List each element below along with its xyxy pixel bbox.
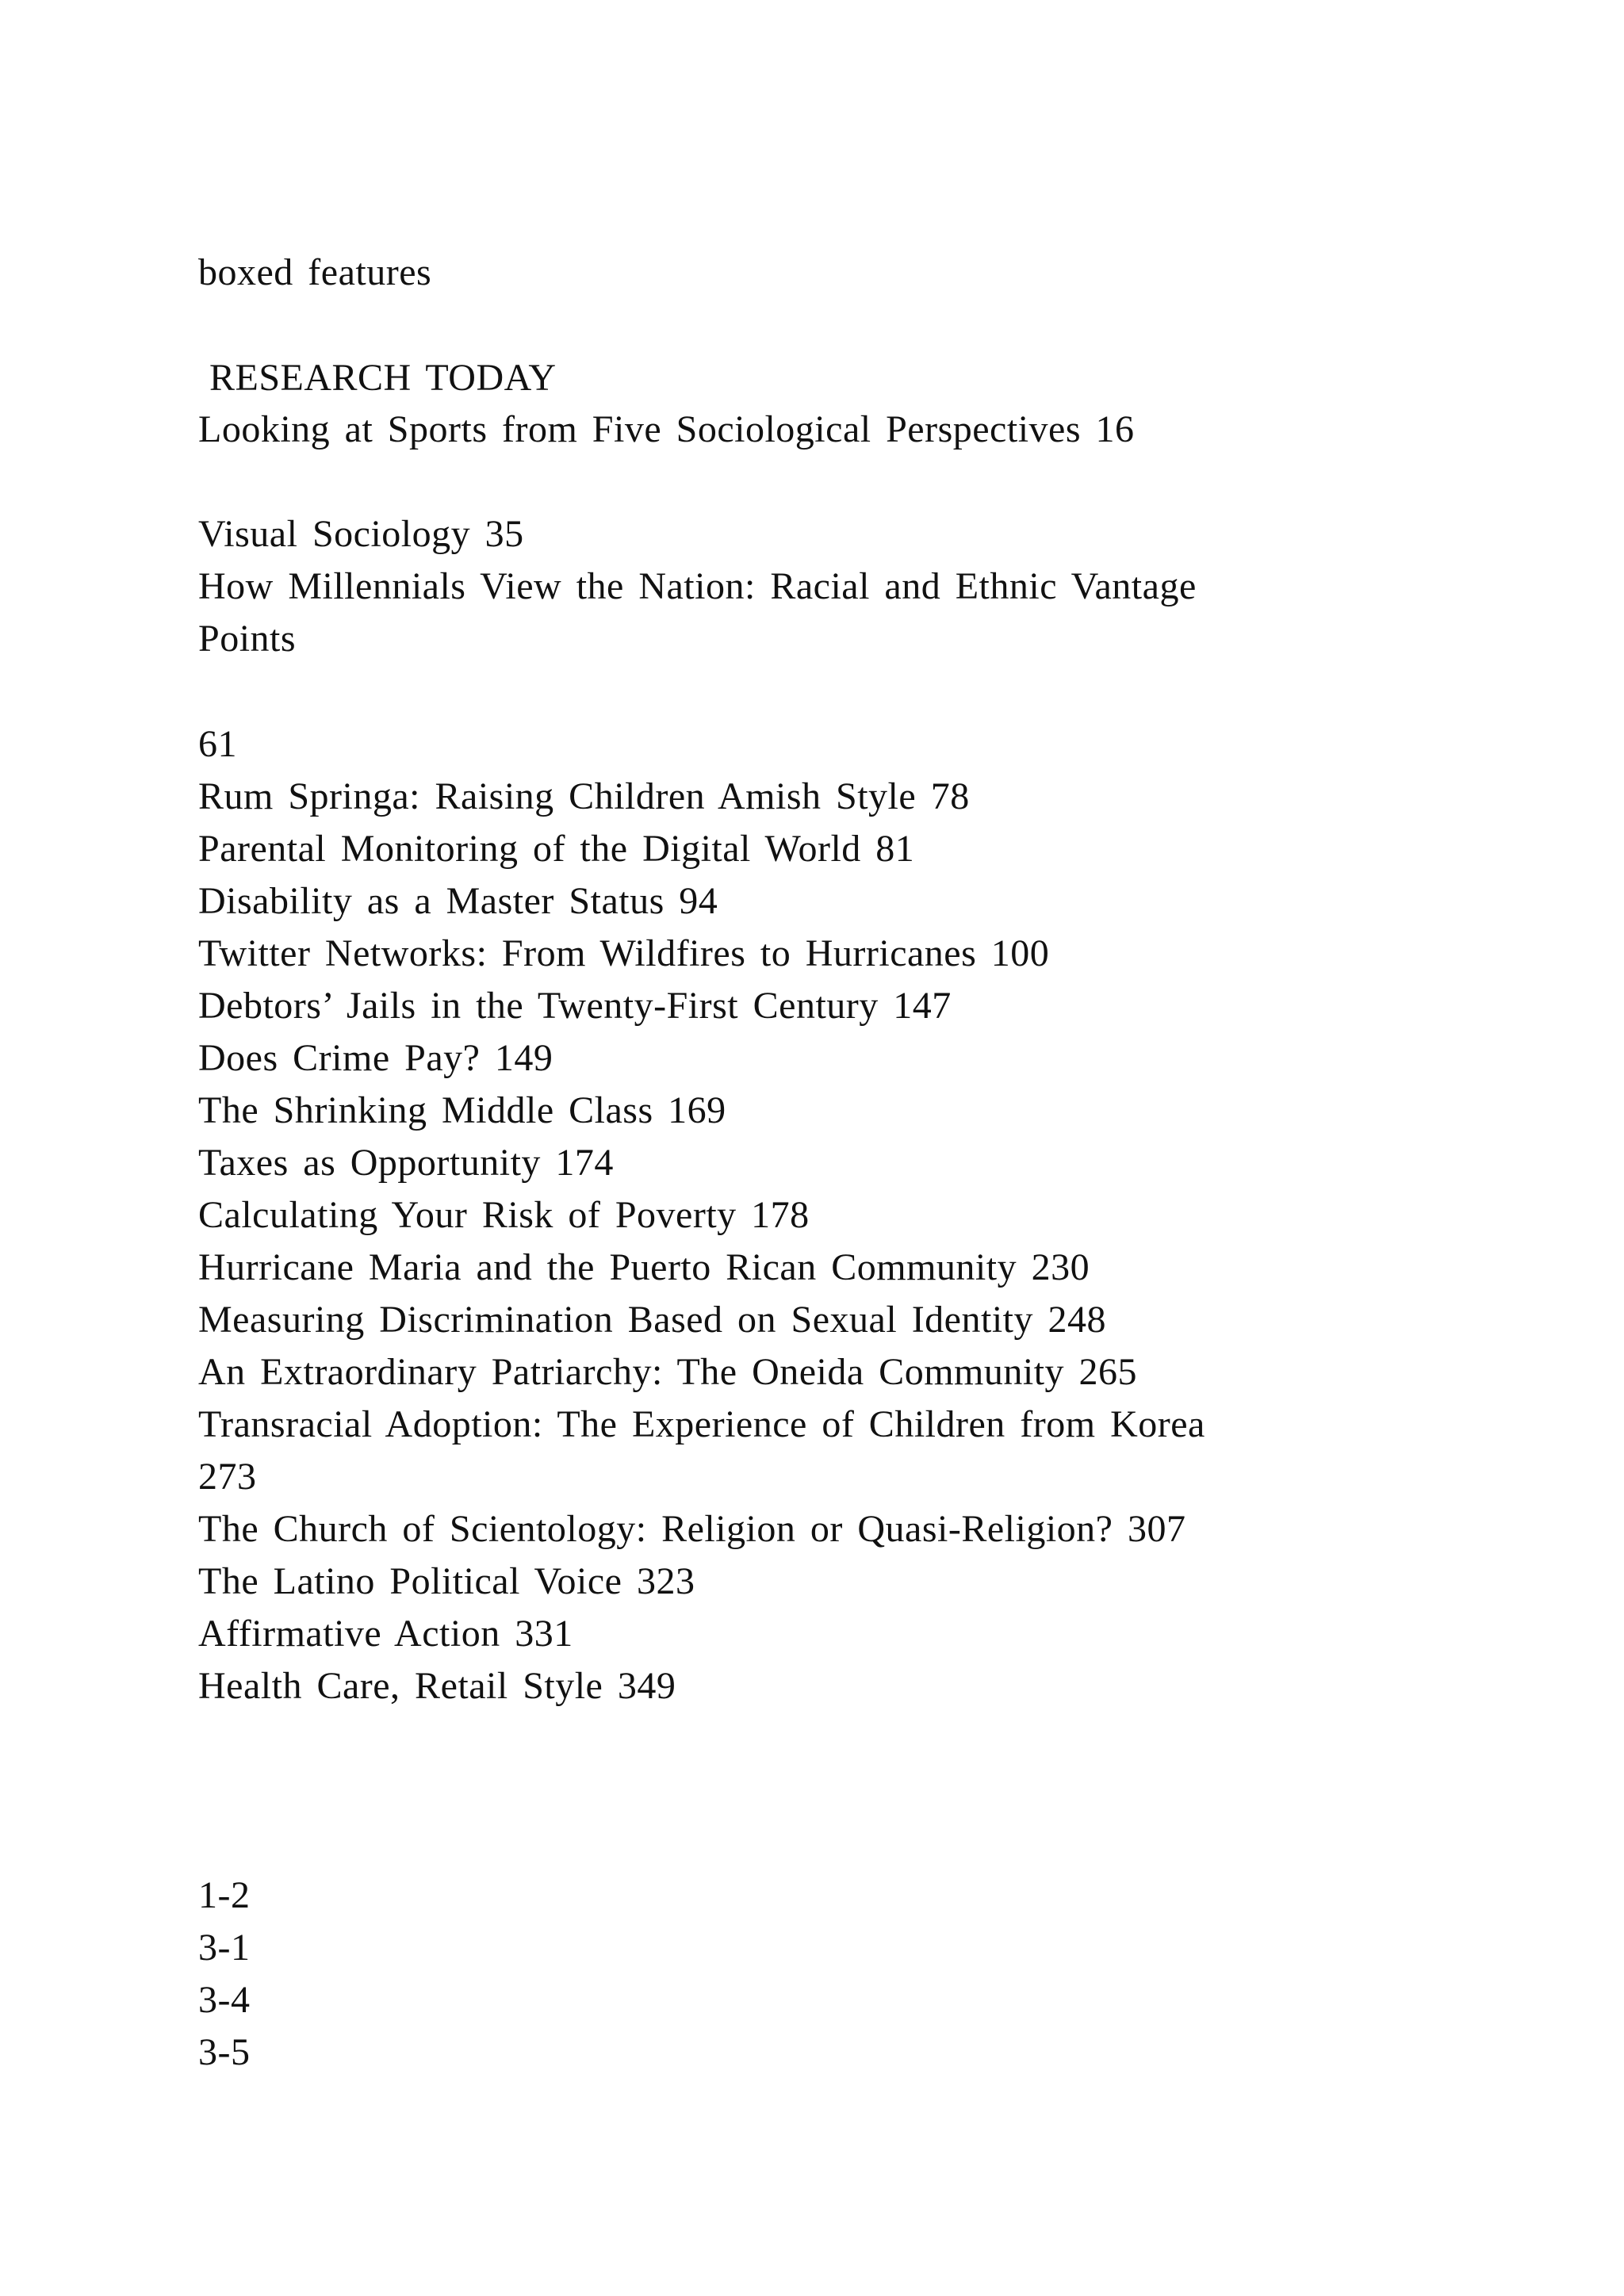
code-line: 1-2 — [198, 1874, 251, 1916]
entry-line: Measuring Discrimination Based on Sexual Identity 248 — [198, 1299, 1106, 1341]
entry-line: 61 — [198, 723, 237, 765]
box-title: RESEARCH TODAY — [209, 357, 557, 399]
entry-line: Rum Springa: Raising Children Amish Style 78 — [198, 775, 970, 817]
entry-line: Hurricane Maria and the Puerto Rican Community 230 — [198, 1246, 1090, 1288]
entry-line: An Extraordinary Patriarchy: The Oneida Community 265 — [198, 1351, 1138, 1393]
entry-line: The Latino Political Voice 323 — [198, 1560, 695, 1602]
entry-line: Transracial Adoption: The Experience of Children from Korea — [198, 1403, 1205, 1445]
entry-line: Debtors’ Jails in the Twenty-First Century 147 — [198, 985, 952, 1027]
section-title: boxed features — [198, 251, 432, 293]
code-line: 3-5 — [198, 2031, 251, 2073]
entry-line: The Church of Scientology: Religion or Quasi-Religion? 307 — [198, 1508, 1186, 1550]
entry-line: Disability as a Master Status 94 — [198, 880, 718, 922]
code-line: 3-1 — [198, 1927, 251, 1969]
entry-line: Twitter Networks: From Wildfires to Hurricanes 100 — [198, 932, 1050, 974]
entry-line: Looking at Sports from Five Sociological Perspectives 16 — [198, 408, 1135, 450]
entry-line: Calculating Your Risk of Poverty 178 — [198, 1194, 810, 1236]
entry-line: Parental Monitoring of the Digital World 81 — [198, 828, 915, 870]
entry-line: 273 — [198, 1456, 257, 1498]
entry-line: Taxes as Opportunity 174 — [198, 1142, 614, 1184]
code-line: 3-4 — [198, 1979, 251, 2021]
entry-line: Health Care, Retail Style 349 — [198, 1665, 676, 1707]
entry-line: Points — [198, 618, 297, 660]
entry-line: The Shrinking Middle Class 169 — [198, 1089, 726, 1131]
entry-line: Does Crime Pay? 149 — [198, 1037, 553, 1079]
entry-line: Affirmative Action 331 — [198, 1613, 573, 1655]
entry-line: Visual Sociology 35 — [198, 513, 524, 555]
entry-line: How Millennials View the Nation: Racial and Ethnic Vantage — [198, 565, 1197, 607]
